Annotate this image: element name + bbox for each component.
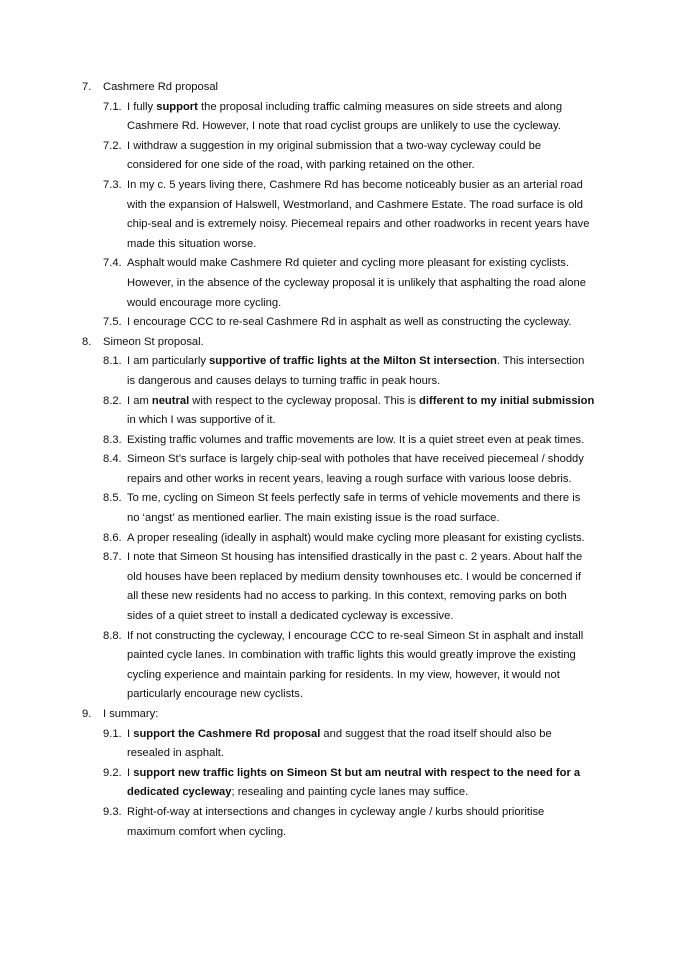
item-number: 7.3. xyxy=(103,178,122,191)
emphasis-text: support new traffic lights on Simeon St but am neutral with respect to the need for a dedicated cycleway xyxy=(127,766,581,799)
item-text: Simeon St’s surface is largely chip-seal with potholes that have received piecemeal / shoddy repairs and other works in recent years, leaving a rough surface with various loose debris. xyxy=(127,453,584,485)
item-number: 8.4. xyxy=(103,453,122,466)
list-item xyxy=(0,725,675,764)
item-number: 7.1. xyxy=(103,100,122,113)
item-text: I xyxy=(127,727,134,740)
item-number: 8.3. xyxy=(103,433,122,446)
item-number: 7.5. xyxy=(103,316,122,329)
item-text: I note that Simeon St housing has intensified drastically in the past c. 2 years. About half the old houses have been replaced by medium density townhouses etc. I would be concerned if all these new residents had no access to parking. In this context, removing parks on both sides of a quiet street to install a dedicated cycleway is excessive. xyxy=(127,551,583,623)
document-page xyxy=(0,78,675,842)
item-number: 8.1. xyxy=(103,355,122,368)
list-item xyxy=(0,450,675,489)
item-number: 8.7. xyxy=(103,551,122,564)
list-item xyxy=(0,431,675,451)
item-text: In my c. 5 years living there, Cashmere Rd has become noticeably busier as an arterial road with the expansion of Halswell, Westmorland, and Cashmere Estate. The road surface is old chip-seal and is extremely noisy. Piecemeal repairs and other roadworks in recent years have made this situation worse. xyxy=(127,178,590,250)
section-title: Cashmere Rd proposal xyxy=(103,81,219,93)
list-item xyxy=(0,176,675,254)
item-text: . This intersection is dangerous and causes delays to turning traffic in peak hours. xyxy=(127,355,585,387)
section-number: 9. xyxy=(82,708,92,720)
item-number: 8.2. xyxy=(103,394,122,407)
item-text: I am xyxy=(127,394,152,407)
list-item xyxy=(0,392,675,431)
list-item xyxy=(0,137,675,176)
list-item xyxy=(0,764,675,803)
item-number: 8.8. xyxy=(103,629,122,642)
item-text: If not constructing the cycleway, I encourage CCC to re-seal Simeon St in asphalt and install painted cycle lanes. In combination with traffic lights this would greatly improve the existing cycling experience and maintain parking for residents. In my view, however, it would not particularly encourage new cyclists. xyxy=(127,629,584,701)
item-number: 9.2. xyxy=(103,766,122,779)
item-number: 7.4. xyxy=(103,257,122,270)
item-text: and suggest that the road itself should also be resealed in asphalt. xyxy=(127,727,552,760)
list-item xyxy=(0,803,675,842)
emphasis-text: neutral xyxy=(151,394,190,407)
item-text: Existing traffic volumes and traffic movements are low. It is a quiet street even at peak times. xyxy=(127,433,585,446)
section-title: Simeon St proposal. xyxy=(103,335,204,348)
emphasis-text: support xyxy=(156,100,198,113)
section-heading xyxy=(0,705,675,725)
item-text: I encourage CCC to re-seal Cashmere Rd in asphalt as well as constructing the cycleway. xyxy=(127,316,572,329)
emphasis-text: different to my initial submission xyxy=(419,394,595,407)
item-number: 8.5. xyxy=(103,492,122,505)
item-number: 7.2. xyxy=(103,139,122,152)
section-number: 8. xyxy=(82,335,92,348)
section-heading xyxy=(0,333,675,353)
item-text: I fully xyxy=(127,100,157,113)
section-title: I summary: xyxy=(103,708,159,720)
item-text: A proper resealing (ideally in asphalt) would make cycling more pleasant for existing cyclists. xyxy=(127,531,585,544)
emphasis-text: support the Cashmere Rd proposal xyxy=(133,727,321,740)
section-number: 7. xyxy=(82,81,92,93)
list-item xyxy=(0,352,675,391)
item-text: ; resealing and painting cycle lanes may suffice. xyxy=(231,786,469,799)
item-text: with respect to the cycleway proposal. This is xyxy=(189,394,420,407)
section-heading xyxy=(0,78,675,98)
item-text: in which I was supportive of it. xyxy=(127,414,276,427)
list-item xyxy=(0,548,675,626)
item-number: 9.3. xyxy=(103,805,122,818)
emphasis-text: supportive of traffic lights at the Milton St intersection xyxy=(209,355,497,368)
list-item xyxy=(0,254,675,313)
list-item xyxy=(0,489,675,528)
list-item xyxy=(0,313,675,333)
item-text: I xyxy=(127,766,134,779)
item-text: I withdraw a suggestion in my original submission that a two-way cycleway could be considered for one side of the road, with parking retained on the other. xyxy=(127,139,542,172)
item-text: To me, cycling on Simeon St feels perfectly safe in terms of vehicle movements and there is no ‘angst’ as mentioned earlier. The main existing issue is the road surface. xyxy=(127,492,581,525)
list-item xyxy=(0,529,675,549)
list-item xyxy=(0,98,675,137)
item-number: 9.1. xyxy=(103,727,122,740)
item-number: 8.6. xyxy=(103,531,122,544)
list-item xyxy=(0,627,675,705)
item-text: Asphalt would make Cashmere Rd quieter and cycling more pleasant for existing cyclists. However, in the absence of the cycleway proposal it is unlikely that asphalting the road alone would encourage more cycling. xyxy=(127,257,586,309)
item-text: Right-of-way at intersections and changes in cycleway angle / kurbs should prioritise maximum comfort when cycling. xyxy=(127,805,545,838)
item-text: the proposal including traffic calming measures on side streets and along Cashmere Rd. However, I note that road cyclist groups are unlikely to use the cycleway. xyxy=(127,100,563,133)
item-text: I am particularly xyxy=(127,355,210,368)
